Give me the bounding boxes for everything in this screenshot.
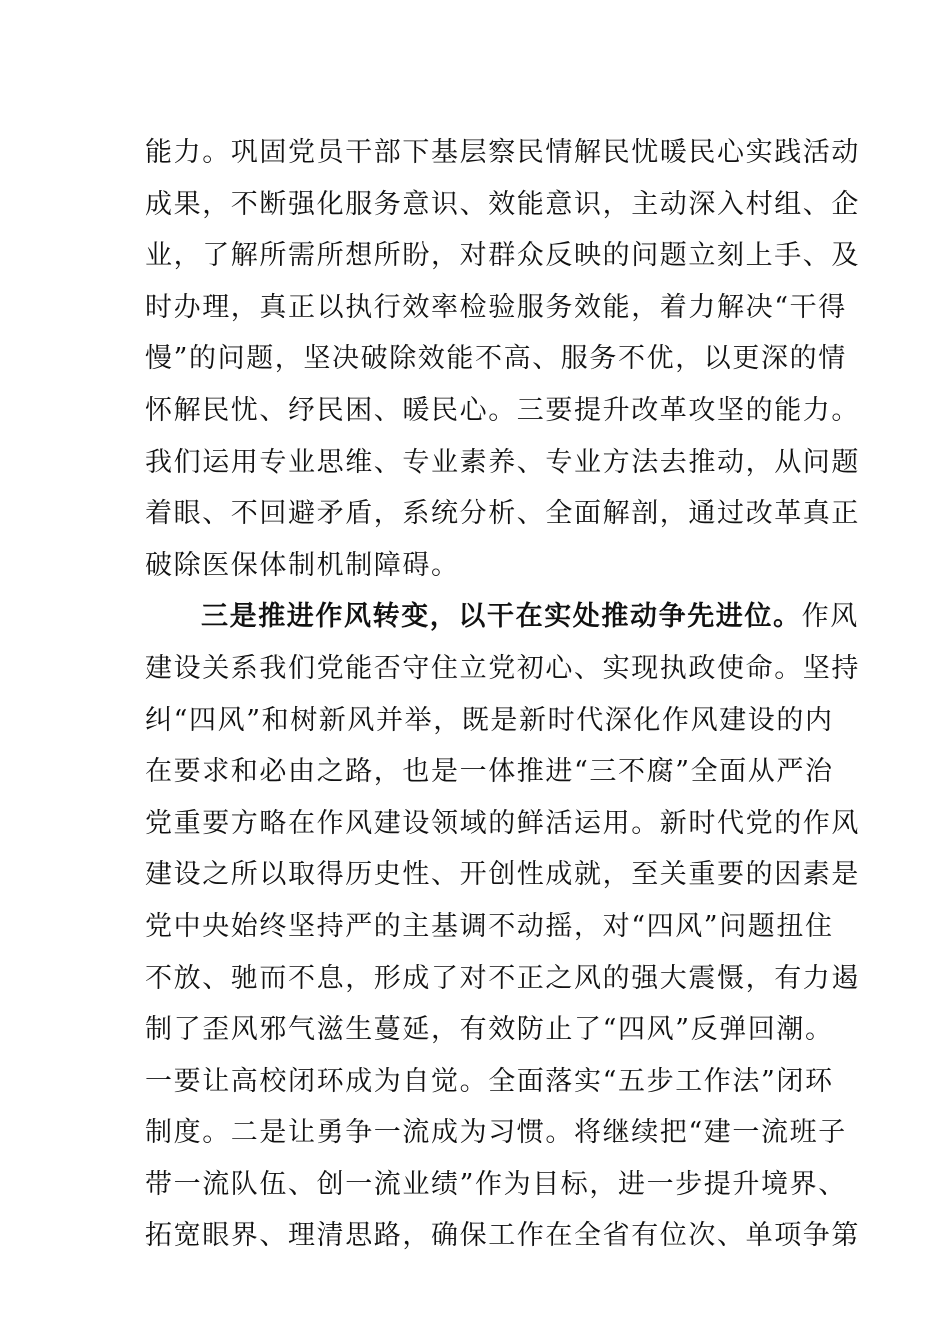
text-line: 建设关系我们党能否守住立党初心、实现执政使命。坚持 <box>145 652 860 684</box>
text-line: 慢”的问题，坚决破除效能不高、服务不优，以更深的情 <box>145 343 847 375</box>
text-line: 成果，不断强化服务意识、效能意识，主动深入村组、企 <box>145 188 860 220</box>
text-line: 党中央始终坚持严的主基调不动摇，对“四风”问题扭住 <box>145 910 834 942</box>
text-line: 制了歪风邪气滋生蔓延，有效防止了“四风”反弹回潮。 <box>145 1014 834 1046</box>
text-line: 我们运用专业思维、专业素养、专业方法去推动，从问题 <box>145 446 860 478</box>
text-line: 带一流队伍、创一流业绩”作为目标，进一步提升境界、 <box>145 1168 847 1200</box>
text-line: 能力。巩固党员干部下基层察民情解民忧暖民心实践活动 <box>145 137 860 168</box>
text-line: 一要让高校闭环成为自觉。全面落实“五步工作法”闭环 <box>145 1065 834 1097</box>
text-line: 拓宽眼界、理清思路，确保工作在全省有位次、单项争第 <box>145 1220 860 1252</box>
text-line: 时办理，真正以执行效率检验服务效能，着力解决“干得 <box>145 291 847 323</box>
document-body <box>145 127 860 1262</box>
text-line: 业，了解所需所想所盼，对群众反映的问题立刻上手、及 <box>145 240 860 272</box>
text-line: 党重要方略在作风建设领域的鲜活运用。新时代党的作风 <box>145 807 860 839</box>
text-line: 怀解民忧、纾民困、暖民心。三要提升改革攻坚的能力。 <box>145 394 860 426</box>
text-line: 破除医保体制机制障碍。 <box>145 549 460 581</box>
section-heading-continuation: 作风 <box>801 601 859 633</box>
text-line: 制度。二是让勇争一流成为习惯。将继续把“建一流班子 <box>145 1117 847 1149</box>
text-line: 纠“四风”和树新风并举，既是新时代深化作风建设的内 <box>145 704 834 736</box>
text-line: 不放、驰而不息，形成了对不正之风的强大震慑，有力遏 <box>145 962 860 994</box>
section-heading-line <box>145 591 859 643</box>
text-line: 建设之所以取得历史性、开创性成就，至关重要的因素是 <box>145 859 860 891</box>
text-line: 在要求和必由之路，也是一体推进“三不腐”全面从严治 <box>145 756 834 788</box>
text-line: 着眼、不回避矛盾，系统分析、全面解剖，通过改革真正 <box>145 498 860 530</box>
section-heading: 三是推进作风转变，以干在实处推动争先进位。 <box>201 601 802 633</box>
